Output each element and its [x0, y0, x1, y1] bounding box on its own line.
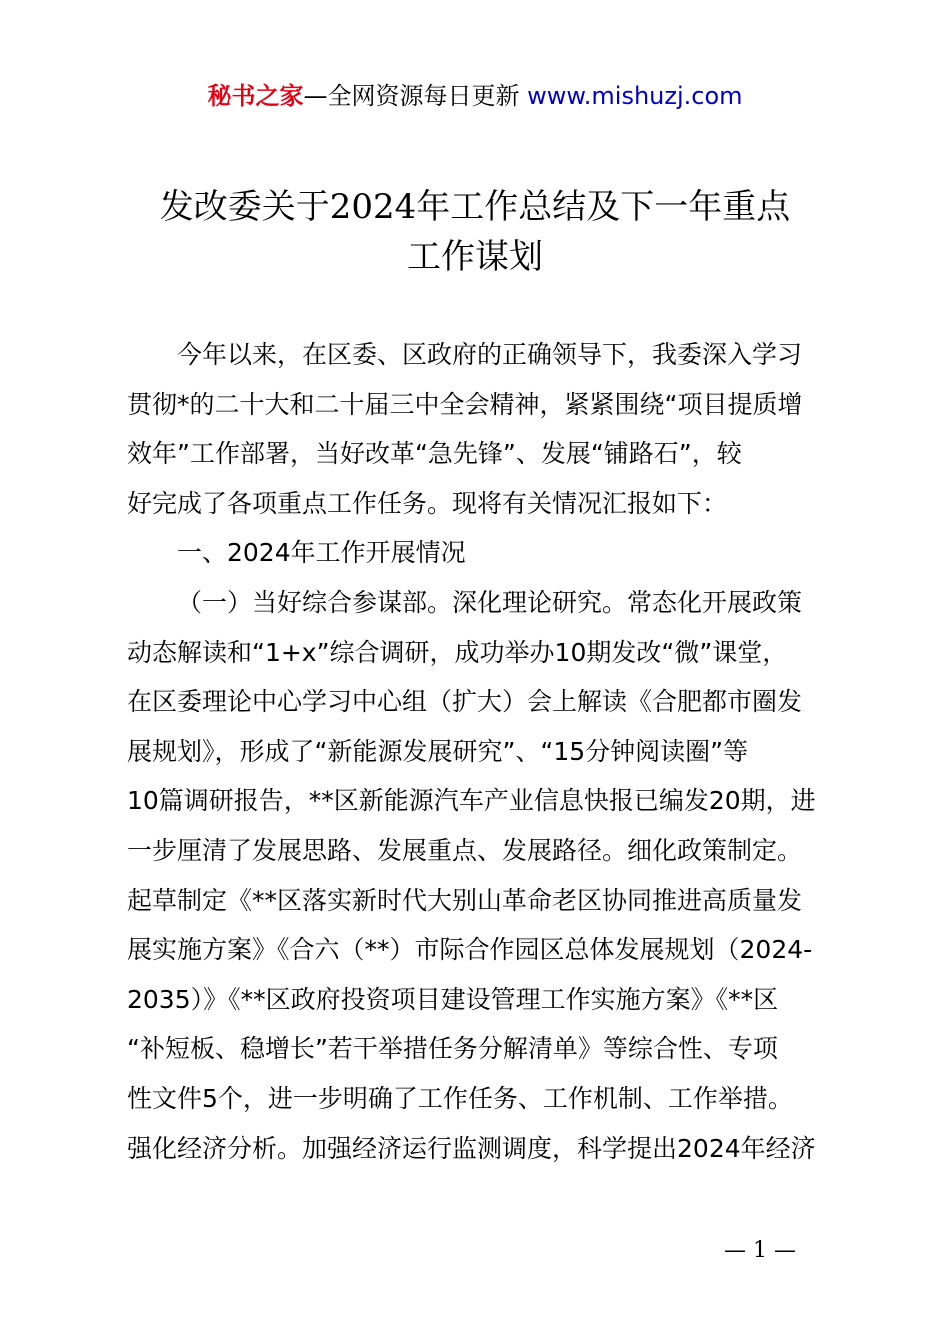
body-line: 起草制定《**区落实新时代大别山革命老区协同推进高质量发 — [127, 885, 803, 915]
body-line: 一步厘清了发展思路、发展重点、发展路径。细化政策制定。 — [127, 835, 803, 865]
body-line: 动态解读和“1+x”综合调研，成功举办10期发改“微”课堂， — [127, 637, 788, 667]
banner-brand: 秘书之家 — [207, 82, 304, 110]
body-line: “补短板、稳增长”若干举措任务分解清单》等综合性、专项 — [127, 1034, 778, 1064]
body-line: 好完成了各项重点工作任务。现将有关情况汇报如下： — [127, 488, 728, 518]
body-line: 性文件5个，进一步明确了工作任务、工作机制、工作举措。 — [127, 1083, 793, 1113]
section-heading: 一、2024年工作开展情况 — [177, 538, 466, 568]
document-title — [100, 182, 850, 282]
body-line: 今年以来，在区委、区政府的正确领导下，我委深入学习 — [177, 340, 803, 369]
banner-url-link[interactable]: www.mishuzj.com — [527, 82, 743, 110]
document-title-line-1: 发改委关于2024年工作总结及下一年重点 — [159, 187, 791, 227]
body-line: （一）当好综合参谋部。深化理论研究。常态化开展政策 — [177, 587, 803, 617]
site-banner — [0, 78, 950, 114]
banner-tagline: —全网资源每日更新 — [303, 82, 528, 110]
body-line: 展实施方案》《合六（**）市际合作园区总体发展规划（2024- — [127, 935, 813, 965]
body-line: 在区委理论中心学习中心组（扩大）会上解读《合肥都市圈发 — [127, 687, 803, 717]
document-title-line-2: 工作谋划 — [407, 237, 543, 277]
body-line: 10篇调研报告，**区新能源汽车产业信息快报已编发20期，进 — [127, 786, 816, 816]
body-line: 强化经济分析。加强经济运行监测调度，科学提出2024年经济 — [127, 1133, 816, 1163]
body-line: 效年”工作部署，当好改革“急先锋”、发展“铺路石”，较 — [127, 439, 742, 469]
document-body — [127, 330, 833, 1173]
body-line: 贯彻*的二十大和二十届三中全会精神，紧紧围绕“项目提质增 — [127, 389, 803, 419]
page-number: — 1 — — [724, 1238, 796, 1263]
body-line: 展规划》，形成了“新能源发展研究”、“15分钟阅读圈”等 — [127, 736, 749, 766]
body-line: 2035）》《**区政府投资项目建设管理工作实施方案》《**区 — [127, 984, 779, 1014]
